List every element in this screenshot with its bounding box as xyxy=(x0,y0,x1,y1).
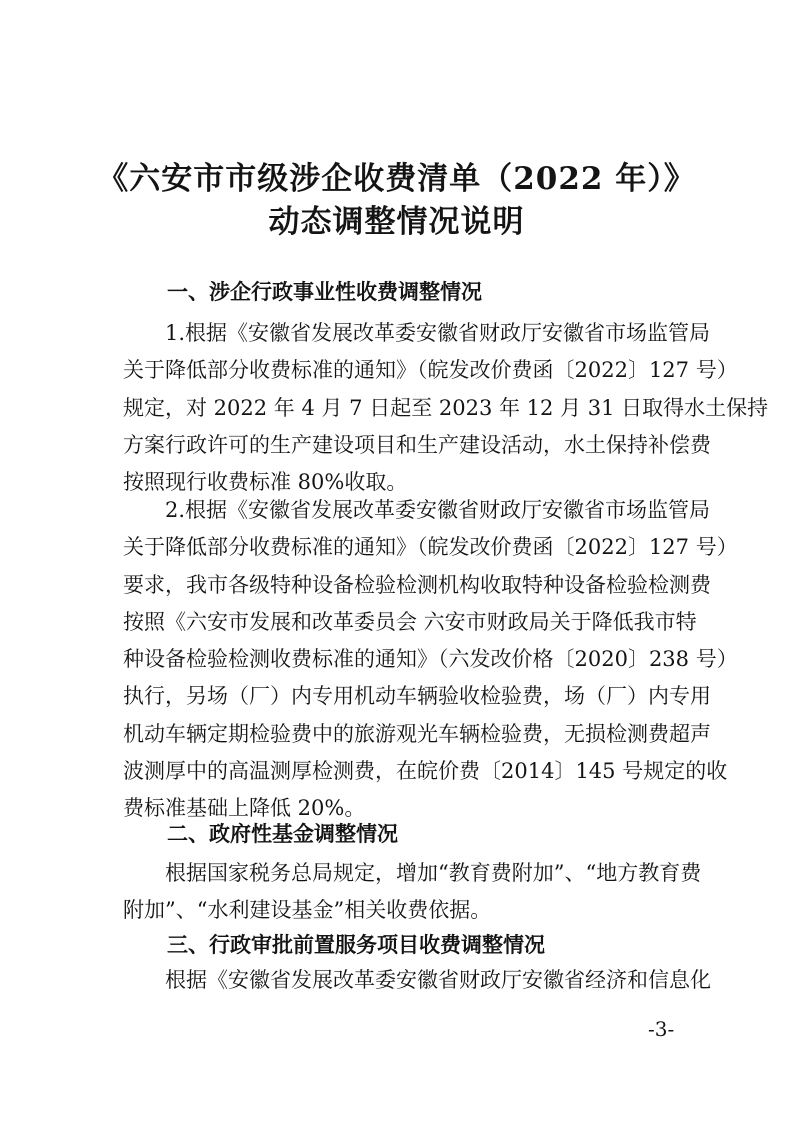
paragraph-2-line: 机动车辆定期检验费中的旅游观光车辆检验费，无损检测费超声 xyxy=(123,721,711,746)
paragraph-4-line: 根据《安徽省发展改革委安徽省财政厅安徽省经济和信息化 xyxy=(165,968,711,992)
paragraph-2-line: 波测厚中的高温测厚检测费，在皖价费〔2014〕145 号规定的收 xyxy=(123,759,728,784)
section-2-heading: 二、政府性基金调整情况 xyxy=(167,822,398,846)
page-number: -3- xyxy=(648,1017,675,1041)
document-title-line-1: 《六安市市级涉企收费清单（2022 年）》 xyxy=(97,161,696,197)
paragraph-1-line: 关于降低部分收费标准的通知》（皖发改价费函〔2022〕127 号） xyxy=(123,358,738,383)
paragraph-1-line: 规定，对 2022 年 4 月 7 日起至 2023 年 12 月 31 日取得水土保持 xyxy=(123,395,769,420)
paragraph-2-line: 要求，我市各级特种设备检验检测机构收取特种设备检验检测费 xyxy=(123,572,711,597)
paragraph-1-line: 1.根据《安徽省发展改革委安徽省财政厅安徽省市场监管局 xyxy=(165,321,711,345)
paragraph-2-line: 2.根据《安徽省发展改革委安徽省财政厅安徽省市场监管局 xyxy=(165,498,711,522)
paragraph-3 xyxy=(123,855,702,930)
paragraph-2 xyxy=(123,492,738,828)
paragraph-2-line: 种设备检验检测收费标准的通知》（六发改价格〔2020〕238 号） xyxy=(123,647,738,672)
paragraph-2-line: 关于降低部分收费标准的通知》（皖发改价费函〔2022〕127 号） xyxy=(123,535,738,560)
paragraph-3-line: 根据国家税务总局规定，增加“教育费附加”、“地方教育费 xyxy=(165,861,702,885)
paragraph-1-line: 按照现行收费标准 80%收取。 xyxy=(123,470,408,495)
document-title-line-2: 动态调整情况说明 xyxy=(268,204,525,240)
paragraph-2-line: 执行，另场（厂）内专用机动车辆验收检验费，场（厂）内专用 xyxy=(123,684,711,709)
paragraph-2-line: 费标准基础上降低 20%。 xyxy=(123,796,366,821)
paragraph-2-line: 按照《六安市发展和改革委员会 六安市财政局关于降低我市特 xyxy=(123,609,697,634)
section-1-heading: 一、涉企行政事业性收费调整情况 xyxy=(167,280,482,304)
paragraph-3-line: 附加”、“水利建设基金”相关收费依据。 xyxy=(123,898,492,923)
paragraph-4 xyxy=(123,962,711,999)
paragraph-1-line: 方案行政许可的生产建设项目和生产建设活动，水土保持补偿费 xyxy=(123,432,711,457)
paragraph-1 xyxy=(123,315,769,501)
section-3-heading: 三、行政审批前置服务项目收费调整情况 xyxy=(167,933,545,957)
